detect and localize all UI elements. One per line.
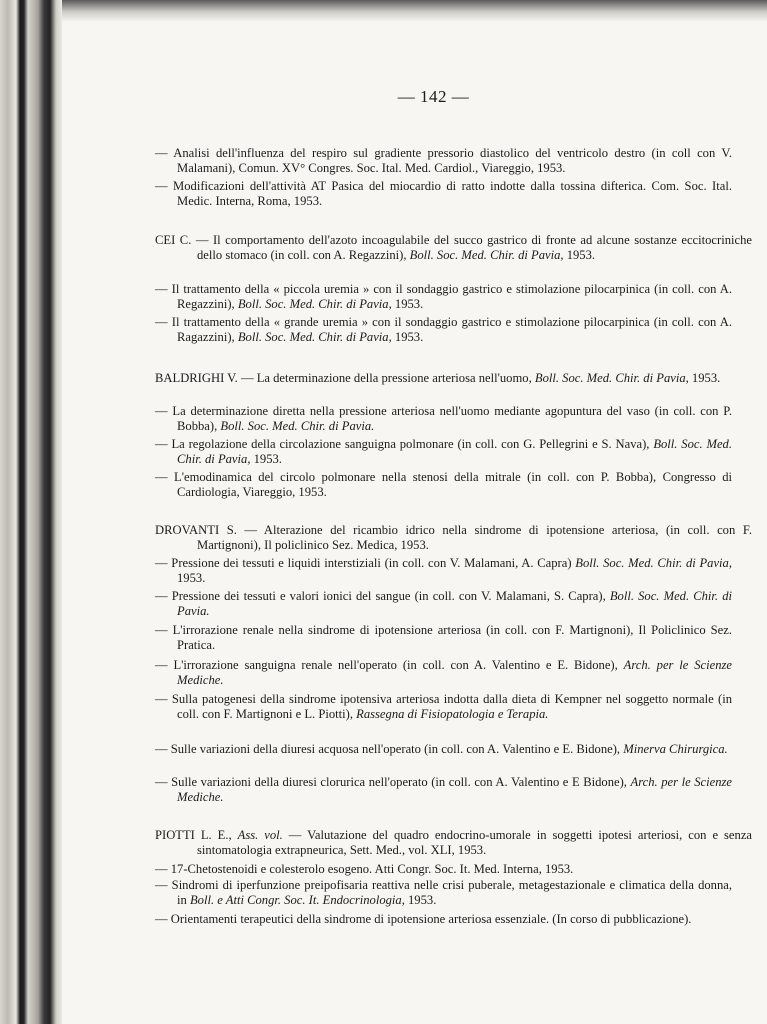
bibliography-entry: — L'emodinamica del circolo polmonare nella stenosi della mitrale (in coll. con P. Bobba), Congresso di Cardiologia, Viareggio, 1953. (155, 470, 732, 500)
author-entry-piotti: PIOTTI L. E., Ass. vol. — Valutazione del quadro endocrino-umorale in soggetti ipotesi arteriosi, con e senza sintomatologia extrapneurica, Sett. Med., vol. XLI, 1953. (155, 828, 753, 858)
bibliography-entry: — Analisi dell'influenza del respiro sul gradiente pressorio diastolico del ventricolo destro (in coll con V. Malamani), Comun. XV° Congres. Soc. Ital. Med. Cardiol., Viareggio, 1953. (155, 146, 732, 176)
bibliography-entry: — La determinazione diretta nella pressione arteriosa nell'uomo mediante agopuntura del vaso (in coll. con P. Bobba), Boll. Soc. Med. Chir. di Pavia. (155, 404, 732, 434)
bibliography-entry: — Il trattamento della « piccola uremia » con il sondaggio gastrico e stimolazione pilocarpinica (in coll. con A. Regazzini), Boll. Soc. Med. Chir. di Pavia, 1953. (155, 282, 732, 312)
bibliography-entry: — Sulle variazioni della diuresi clorurica nell'operato (in coll. con A. Valentino e E Bidone), Arch. per le Scienze Mediche. (155, 775, 732, 805)
bibliography-entry: — Il trattamento della « grande uremia » con il sondaggio gastrico e stimolazione pilocarpinica (in coll. con A. Ragazzini), Boll. Soc. Med. Chir. di Pavia, 1953. (155, 315, 732, 345)
bibliography-entry: — Modificazioni dell'attività AT Pasica del miocardio di ratto indotte dalla tossina difterica. Com. Soc. Ital. Medic. Interna, Roma, 1953. (155, 179, 732, 209)
bibliography-entry: — Sindromi di iperfunzione preipofisaria reattiva nelle crisi puberale, metagestazionale e climatica della donna, in Boll. e Atti Congr. Soc. It. Endocrinologia, 1953. (155, 878, 732, 908)
author-entry-drovanti: DROVANTI S. — Alterazione del ricambio idrico nella sindrome di ipotensione arteriosa, (in coll. con F. Martignoni), Il policlinico Sez. Medica, 1953. (155, 523, 752, 553)
bibliography-entry: — La regolazione della circolazione sanguigna polmonare (in coll. con G. Pellegrini e S. Nava), Boll. Soc. Med. Chir. di Pavia, 1953. (155, 437, 732, 467)
bibliography-entry: — L'irrorazione sanguigna renale nell'operato (in coll. con A. Valentino e E. Bidone), Arch. per le Scienze Mediche. (155, 658, 732, 688)
author-entry-baldrighi: BALDRIGHI V. — La determinazione della pressione arteriosa nell'uomo, Boll. Soc. Med. Chir. di Pavia, 1953. (155, 371, 721, 385)
bibliography-entry: — Sulla patogenesi della sindrome ipotensiva arteriosa indotta dalla dieta di Kempner nel soggetto normale (in coll. con F. Martignoni e L. Piotti), Rassegna di Fisiopatologia e Terapia. (155, 692, 732, 722)
bibliography-entry: — L'irrorazione renale nella sindrome di ipotensione arteriosa (in coll. con F. Martignoni), Il Policlinico Sez. Pratica. (155, 623, 732, 653)
bibliography-entry: — Pressione dei tessuti e valori ionici del sangue (in coll. con V. Malamani, S. Capra), Boll. Soc. Med. Chir. di Pavia. (155, 589, 733, 619)
bibliography-entry: — Orientamenti terapeutici della sindrome di ipotensione arteriosa essenziale. (In corso di pubblicazione). (155, 912, 692, 926)
bibliography-entry: — Sulle variazioni della diuresi acquosa nell'operato (in coll. con A. Valentino e E. Bidone), Minerva Chirurgica. (155, 742, 728, 756)
author-entry-cei: CEI C. — Il comportamento dell'azoto incoagulabile del succo gastrico di fronte ad alcune sostanze eccitocriniche dello stomaco (in coll. con A. Regazzini), Boll. Soc. Med. Chir. di Pavia, 1953. (155, 233, 752, 263)
bibliography-entry: — 17-Chetostenoidi e colesterolo esogeno. Atti Congr. Soc. It. Med. Interna, 1953. (155, 862, 574, 876)
page-number: — 142 — (397, 87, 470, 106)
bibliography-entry: — Pressione dei tessuti e liquidi interstiziali (in coll. con V. Malamani, A. Capra) Boll. Soc. Med. Chir. di Pavia, 1953. (155, 556, 733, 586)
